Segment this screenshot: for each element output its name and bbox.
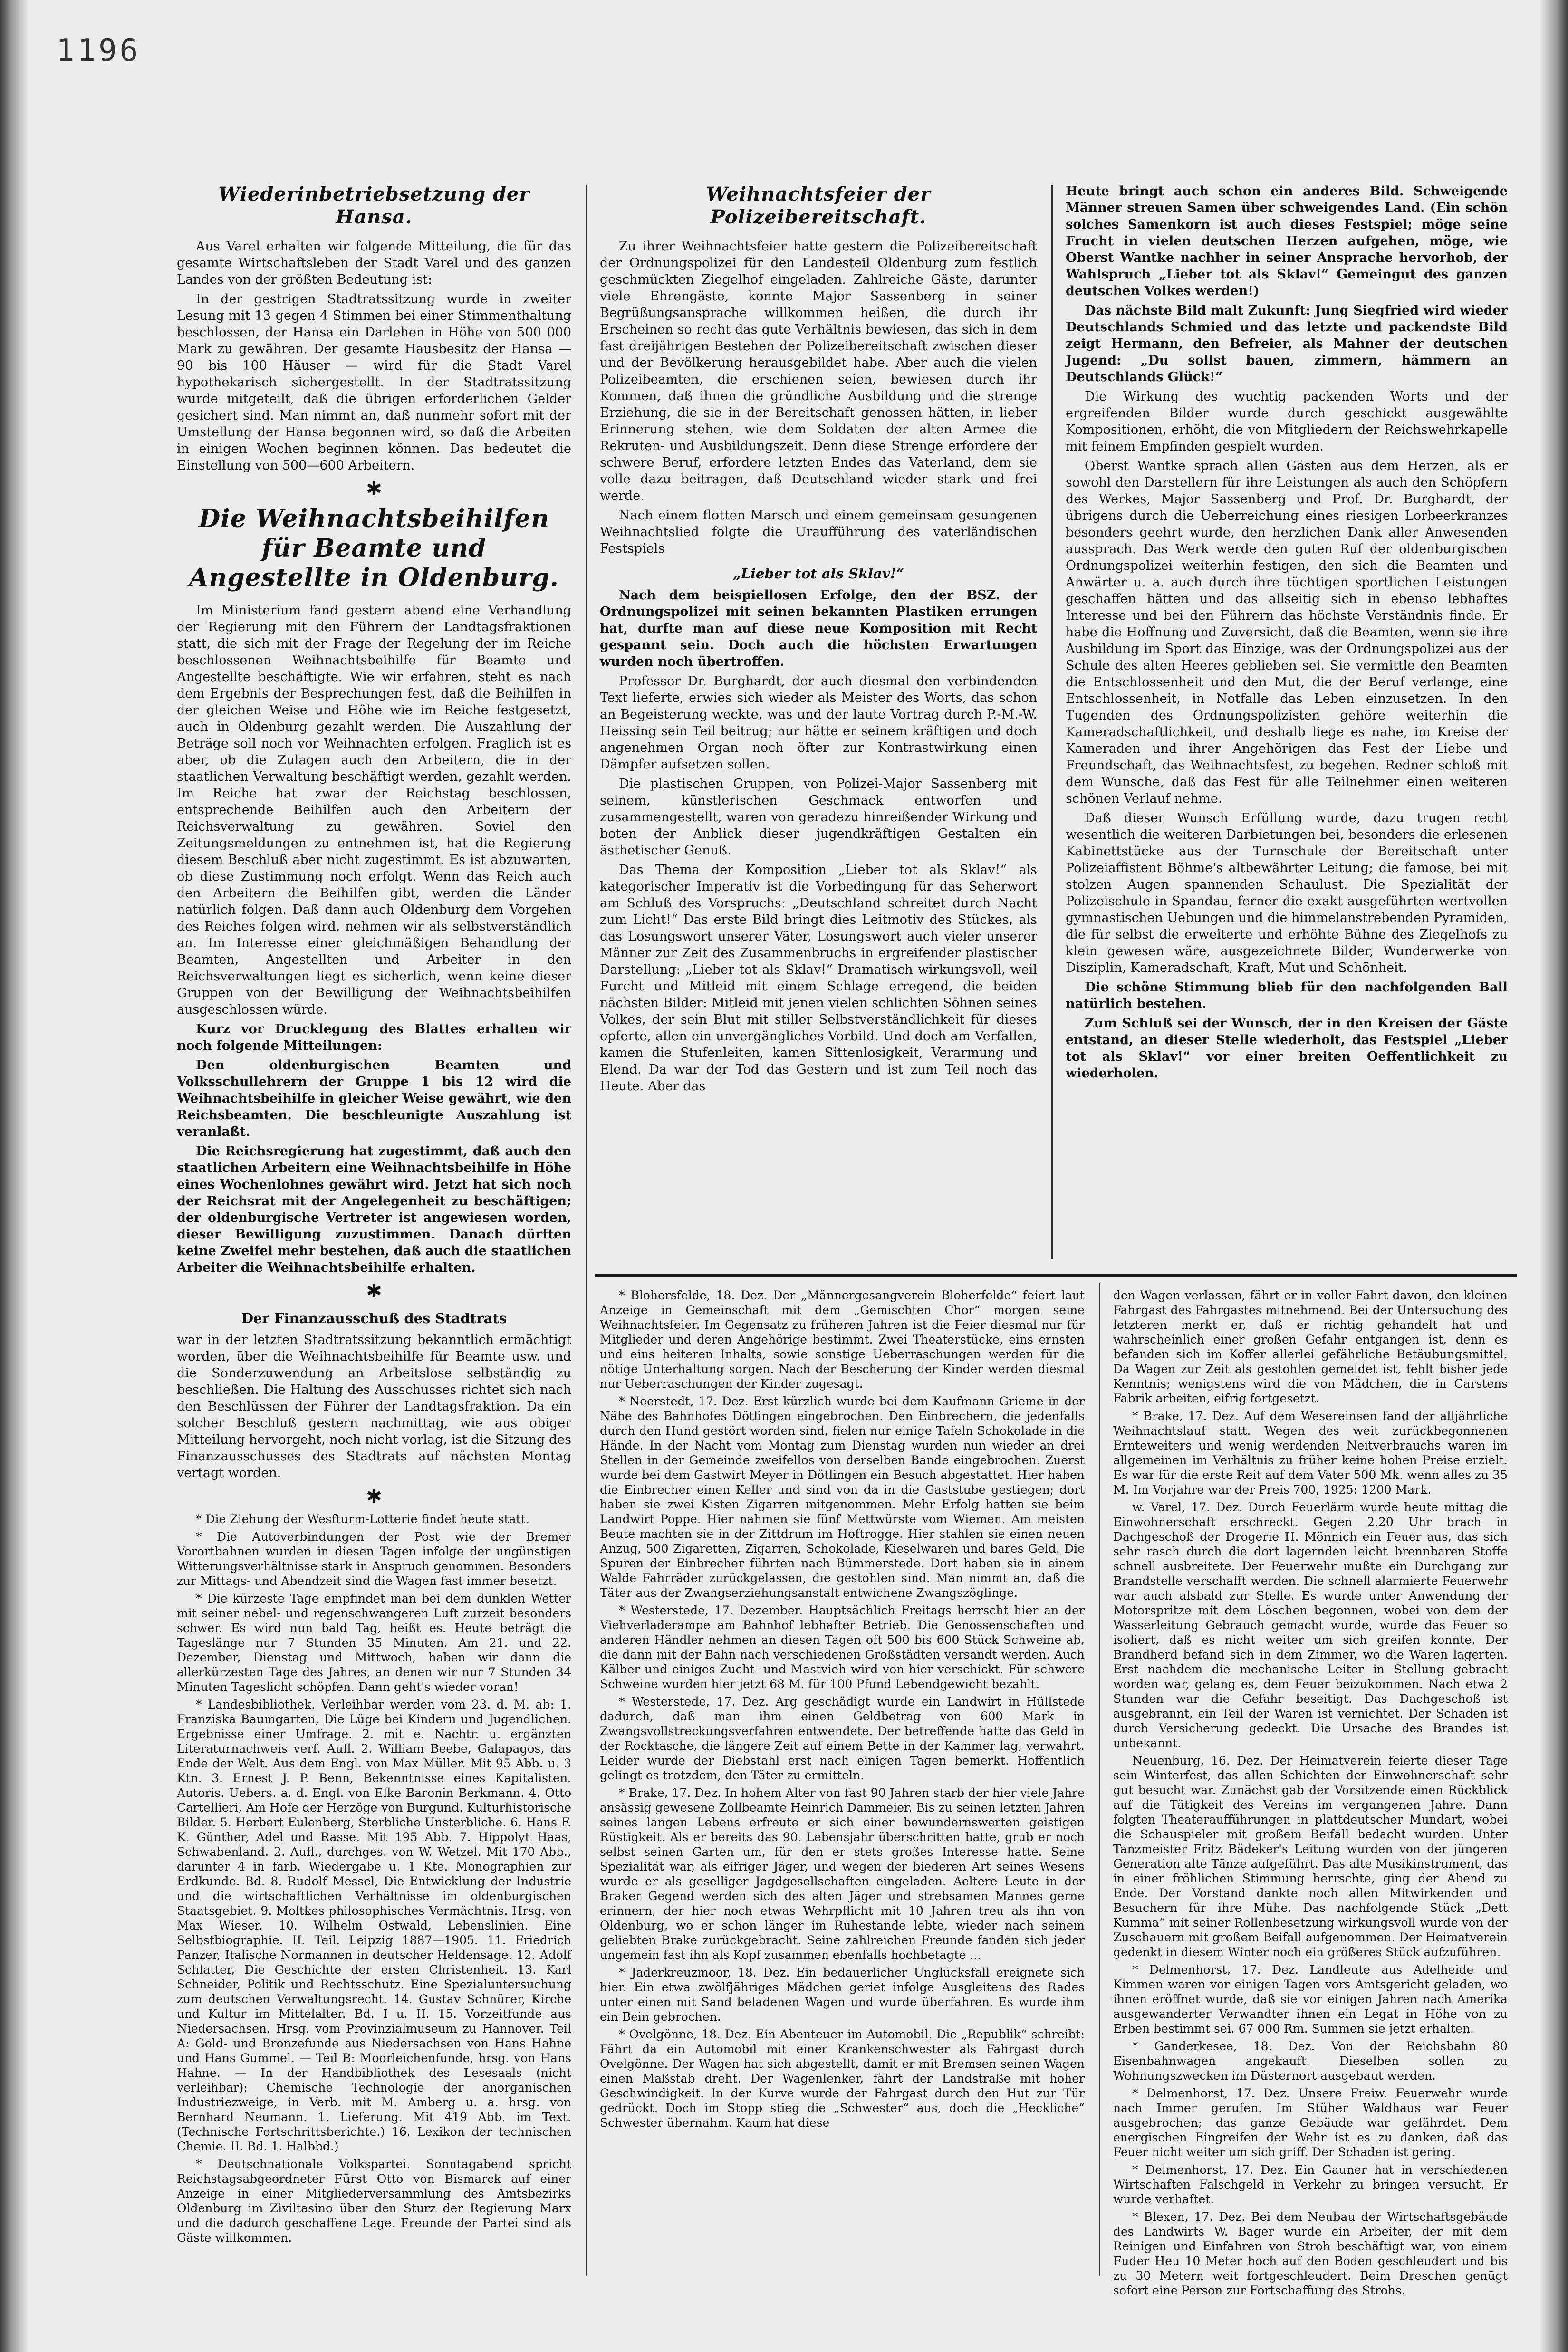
polizei-c3-p5: Daß dieser Wunsch Erfüllung wurde, dazu trugen recht wesentlich die weiteren Darbietungen bei, besonders die erlesenen Kabinettstücke aus der Turnschule der Bereitschaft unter Polizeiaffistent Böhme's altbewährter Leitung; die famose, bei mit stolzen Augen spannenden Schaulust. Die Spezialität der Polizeischule in Spandau, ferner die exakt ausgeführten wertvollen gymnastischen Uebungen und die himmelanstrebenden Pyramiden, die für selbst die erweiterte und erhöhte Bühne des Ziegelhofs zu klein gewesen wäre, ausgezeichnete Bilder, Wunderwerke von Disziplin, Kameradschaft, Kraft, Mut und Schönheit. xyxy=(1066,811,1508,975)
beihilfen-body: Im Ministerium fand gestern abend eine Verhandlung der Regierung mit den Führern der Landtagsfraktionen statt, die sich mit der Frage der Regelung der im Reiche beschlossenen Weihnachtsbeihilfe für Beamte und Angestellte beschäftigte. Wie wir erfahren, steht es nach dem Ergebnis der Besprechungen fest, daß die Beihilfen in der gleichen Weise und Höhe wie im Reiche festgesetzt, auch in Oldenburg gezahlt werden. Die Auszahlung der Beträge soll noch vor Weihnachten erfolgen. Fraglich ist es aber, ob die Zulagen auch den Arbeitern, die in der staatlichen Verwaltung beschäftigt werden, gezahlt werden. Im Reiche hat zwar der Reichstag beschlossen, entsprechende Beihilfen auch den Arbeitern der Reichsverwaltung zu gewähren. Soviel den Zeitungsmeldungen zu entnehmen ist, hat die Regierung diesem Beschluß aber nicht zugestimmt. Es ist abzuwarten, ob diese Zustimmung noch erfolgt. Wenn das Reich auch den Arbeitern die Beihilfen gibt, werden die Länder natürlich folgen. Daß dann auch Oldenburg dem Vorgehen des Reiches folgen wird, nehmen wir als selbstverständlich an. Im Interesse einer gleichmäßigen Behandlung der Beamten, Angestellten und Arbeiter in den Reichsverwaltungen liegt es sicherlich, wenn keine dieser Gruppen von der Bewilligung der Weihnachtsbeihilfen ausgeschlossen würde. xyxy=(177,603,571,1017)
beihilfen-headline: Die Weihnachtsbeihilfen für Beamte und Angestellte in Oldenburg. xyxy=(189,504,559,592)
finanz-subhead: Der Finanzausschuß des Stadtrats xyxy=(241,1310,507,1326)
column-rule-1 xyxy=(586,185,587,2276)
notice-ovelgoenne-cont: den Wagen verlassen, fährt er in voller Fahrt davon, den kleinen Fahrgast des Fahrgastes mitnehmend. Bei der Untersuchung des letzteren merkt er, daß er richtig gehandelt hat und wahrscheinlich einer großen Gefahr entgangen ist, denn es befanden sich im Koffer allerlei gefährliche Betäubungsmittel. Da Wagen zur Zeit als gestohlen gemeldet ist, fehlt bisher jede Kenntnis; wenigstens wird die von Mädchen, die in Carstens Fabrik arbeiten, eifrig fortgesetzt. xyxy=(1113,1288,1508,1405)
column-2-lower xyxy=(600,1288,1085,2281)
notice-delmenhorst-feuerwehr: * Delmenhorst, 17. Dez. Unsere Freiw. Feuerwehr wurde nach Immer gerufen. Im Stüher Waldhaus war Feuer ausgebrochen; das ganze Gebäude war gefährdet. Dem energischen Eingreifen der Wehr ist es zu danken, daß das Feuer nicht weiter um sich griff. Der Schaden ist gering. xyxy=(1113,2086,1508,2159)
polizei-headline: Weihnachtsfeier der Polizeibereitschaft. xyxy=(706,183,931,228)
column-rule-3 xyxy=(1099,1283,1100,2276)
notice-neerstedt: * Neerstedt, 17. Dez. Erst kürzlich wurde bei dem Kaufmann Grieme in der Nähe des Bahnhofes Dötlingen eingebrochen. Den Einbrechern, die jedenfalls durch den Hund gestört worden sind, fielen nur einige Tafeln Schokolade in die Hände. In der Nacht vom Montag zum Dienstag wurden nun wieder an drei Stellen in der Gemeinde zweifellos von derselben Bande eingebrochen. Zuerst wurde bei dem Gastwirt Meyer in Dötlingen ein Besuch abgestattet. Hier haben die Einbrecher einen Keller und sind von da in die Gaststube gestiegen; dort haben sie zwei Kisten Zigarren mitgenommen. Mehr Erfolg hatten sie beim Landwirt Poppe. Hier nahmen sie fünf Mettwürste vom Wiemen. Am meisten Beute machten sie in der Zittdrum im Hoftrogge. Hier stahlen sie einen neuen Anzug, 500 Zigaretten, Zigarren, Schokolade, Kieselwaren und bares Geld. Die Spuren der Einbrecher führten nach Bümmerstede. Dort haben sie in einem Walde Fahrräder zurückgelassen, die gestohlen sind. Man nimmt an, daß die Täter aus der Zwangserziehungsanstalt entwichene Zwangszöglinge. xyxy=(600,1394,1085,1600)
notice-jaderkreuzmoor: * Jaderkreuzmoor, 18. Dez. Ein bedauerlicher Unglücksfall ereignete sich hier. Ein etwa zwölfjähriges Mädchen geriet infolge Ausgleitens des Rades unter einen mit Sand beladenen Wagen und wurde überfahren. Es wurde ihm ein Bein gebrochen. xyxy=(600,1966,1085,2024)
notice-ganderkesee: * Ganderkesee, 18. Dez. Von der Reichsbahn 80 Eisenbahnwagen angekauft. Dieselben sollen zu Wohnungszwecken im Düsternort ausgebaut werden. xyxy=(1113,2039,1508,2083)
notice-ovelgoenne: * Ovelgönne, 18. Dez. Ein Abenteuer im Automobil. Die „Republik“ schreibt: Fährt da ein Automobil mit einer Krankenschwester als Fahrgast durch Ovelgönne. Der Wagen hat sich abgestellt, damit er mit Bremsen seinen Wagen einen Maßstab dreht. Der Wagenlenker, fährt der Landstraße mit hoher Geschwindigkeit. In der Kurve wurde der Fahrgast durch den Hut zur Tür gedrückt. Doch im Stopp stieg die „Schwester“ aus, doch die „Heckliche“ Schwester übernahm. Kaum hat diese xyxy=(600,2027,1085,2130)
page-number: 1196 xyxy=(56,33,141,68)
hansa-intro: Aus Varel erhalten wir folgende Mitteilung, die für das gesamte Wirtschaftsleben der Stadt Varel und des ganzen Landes von der größten Bedeutung ist: xyxy=(177,239,571,287)
polizei-c3-p3: Die Wirkung des wuchtig packenden Worts und der ergreifenden Bilder wurde durch geschickt ausgewählte Kompositionen, erhöht, die von Mitgliedern der Reichswehrkapelle mit feinem Empfinden gespielt wurden. xyxy=(1066,389,1508,454)
scan-edge-left xyxy=(0,0,29,2352)
separator-star: ✱ xyxy=(366,1280,382,1302)
column-2-upper xyxy=(600,183,1037,1262)
hansa-headline: Wiederinbetriebsetzung der Hansa. xyxy=(218,183,530,228)
notice-brake-reitlauf: * Brake, 17. Dez. Auf dem Wesereinsen fand der alljährliche Weihnachtslauf statt. Wegen des weit zurückbegonnenen Ernteweiters und wenig werdenden Neitverbrauchs waren im allgemeinen im Verhältnis zu früher keine hohen Preise erzielt. Es war für die erste Reit auf dem Vater 500 Mk. wenn alles zu 35 M. Im Vorjahre war der Preis 700, 1925: 1200 Mark. xyxy=(1113,1409,1508,1497)
notice-westerstede-vieh: * Westerstede, 17. Dezember. Hauptsächlich Freitags herrscht hier an der Viehverladerampe am Bahnhof lebhafter Betrieb. Die Genossenschaften und anderen Händler nehmen an diesen Tagen oft 500 bis 600 Stück Schweine ab, die dann mit der Bahn nach verschiedenen Großstädten versandt werden. Auch Kälber und einiges Zucht- und Mastvieh wird von hier verschickt. Für schwere Schweine wurden hier jetzt 68 M. für 100 Pfund Lebendgewicht bezahlt. xyxy=(600,1603,1085,1691)
hansa-body: In der gestrigen Stadtratssitzung wurde in zweiter Lesung mit 13 gegen 4 Stimmen bei einer Stimmenthaltung beschlossen, der Hansa ein Darlehen in Höhe von 500 000 Mark zu gewähren. Der gesamte Hausbesitz der Hansa — 90 bis 100 Häuser — wird für die Stadt Varel hypothekarisch sichergestellt. In der Stadtratssitzung wurde mitgeteilt, daß die übrigen erforderlichen Gelder gesichert sind. Man nimmt an, daß nunmehr sofort mit der Umstellung der Hansa begonnen wird, so daß die Arbeiten in einigen Wochen beginnen können. Das bedeutet die Einstellung von 500—600 Arbeitern. xyxy=(177,292,571,473)
notice-neuenburg: Neuenburg, 16. Dez. Der Heimatverein feierte dieser Tage sein Winterfest, das allen Schichten der Einwohnerschaft sehr gut besucht war. Zunächst gab der Vorsitzende einen Rückblick auf die Tätigkeit des Vereins im vergangenen Jahre. Dann folgten Theateraufführungen in plattdeutscher Mundart, wobei die Schauspieler mit großem Beifall bedacht wurden. Unter Tanzmeister Fritz Bädeker's Leitung wurden von der jüngeren Generation alte Tänze aufgeführt. Das alte Musikinstrument, das in einer fröhlichen Stimmung herrschte, ging der Abend zu Ende. Der Vorstand dankte noch allen Mitwirkenden und Besuchern für ihre Mühe. Das nachfolgende Stück „Dett Kumma“ mit seiner Rollenbesetzung wirkungsvoll wurde von der Zuschauern mit großem Beifall aufgenommen. Der Heimatverein gedenkt in diesem Winter noch ein größeres Stück aufzuführen. xyxy=(1113,1754,1508,1959)
separator-star: ✱ xyxy=(366,1486,382,1507)
notice-volkspartei: * Deutschnationale Volkspartei. Sonntagabend spricht Reichstagsabgeordneter Fürst Otto von Bismarck auf einer Anzeige in einer Mitgliederversammlung des Amtsbezirks Oldenburg im Ziviltasino über den Sturz der Regierung Marx und die dadurch geschaffene Lage. Freunde der Partei sind als Gäste willkommen. xyxy=(177,2157,571,2245)
notice-delmenhorst-gauner: * Delmenhorst, 17. Dez. Ein Gauner hat in verschiedenen Wirtschaften Falschgeld in Verkehr zu bringen versucht. Er wurde verhaftet. xyxy=(1113,2163,1508,2206)
notice-kuerzeste-tage: * Die kürzeste Tage empfindet man bei dem dunklen Wetter mit seiner nebel- und regenschwangeren Luft zurzeit besonders schwer. Es wird nun bald Tag, heißt es. Heute beträgt die Tageslänge nur 7 Stunden 35 Minuten. Am 21. und 22. Dezember, Dienstag und Mittwoch, haben wir dann die allerkürzesten Tage des Jahres, an denen wir nur 7 Stunden 34 Minuten Tageslicht schöpfen. Dann geht's wieder voran! xyxy=(177,1592,571,1694)
polizei-c3-p6: Die schöne Stimmung blieb für den nachfolgenden Ball natürlich bestehen. xyxy=(1066,980,1508,1011)
column-3-upper xyxy=(1066,183,1508,1262)
polizei-p6: Das Thema der Komposition „Lieber tot als Sklav!“ als kategorischer Imperativ ist die Vorbedingung für das Seherwort am Schluß des Vorspruchs: „Deutschland schreitet durch Nacht zum Licht!“ Das erste Bild bringt dies Leitmotiv des Stückes, als das Losungswort unserer Väter, Losungswort auch vieler unserer Männer zur Zeit des Zusammenbruchs in ergreifender plastischer Darstellung: „Lieber tot als Sklav!“ Dramatisch wirkungsvoll, weil Furcht und Mitleid mit einem Schlage erregend, die beiden nächsten Bilder: Mitleid mit jenen vielen schlichten Söhnen seines Volkes, der sein Blut mit stiller Selbstverständlichkeit für dieses opferte, allen ein unvergängliches Vorbild. Und doch am Verfallen, kamen die Stufenleiten, kamen Sittenlosigkeit, Verarmung und Elend. Da war der Tod das Gestern und ist zum Teil noch das Heute. Aber das xyxy=(600,863,1037,1094)
notice-westerstede-geld: * Westerstede, 17. Dez. Arg geschädigt wurde ein Landwirt in Hüllstede dadurch, daß man ihm einen Geldbetrag von 600 Mark in Zwangsvollstreckungsverfahren entwendete. Der betreffende hatte das Geld in der Rocktasche, die längere Zeit auf einem Bette in der Kammer lag, verwahrt. Leider wurde der Diebstahl erst nach einigen Tagen bemerkt. Hoffentlich gelingt es trotzdem, den Täter zu ermitteln. xyxy=(600,1695,1085,1782)
notice-landesbibliothek: * Landesbibliothek. Verleihbar werden vom 23. d. M. ab: 1. Franziska Baumgarten, Die Lüge bei Kindern und Jugendlichen. Ergebnisse einer Umfrage. 2. mit e. Nachtr. u. ergänzten Literaturnachweis verf. Aufl. 2. William Beebe, Galapagos, das Ende der Welt. Aus dem Engl. von Max Müller. Mit 95 Abb. u. 3 Ktn. 3. Ernest J. P. Benn, Bekenntnisse eines Kapitalisten. Autoris. Uebers. a. d. Engl. von Elke Baronin Berkmann. 4. Otto Cartellieri, Am Hofe der Herzöge von Burgund. Kulturhistorische Bilder. 5. Herbert Eulenberg, Sterbliche Unsterbliche. 6. Hans F. K. Günther, Adel und Rasse. Mit 195 Abb. 7. Hippolyt Haas, Schwabenland. 2. Aufl., durchges. von W. Wetzel. Mit 170 Abb., darunter 4 in farb. Wiedergabe u. 1 Kte. Monographien zur Erdkunde. Bd. 8. Rudolf Messel, Die Entwicklung der Industrie und die wirtschaftlichen Verhältnisse im oldenburgischen Staatsgebiet. 9. Moltkes philosophisches Vermächtnis. Hrsg. von Max Wieser. 10. Wilhelm Ostwald, Lebenslinien. Eine Selbstbiographie. II. Teil. Leipzig 1887—1905. 11. Friedrich Panzer, Italische Normannen in deutscher Heldensage. 12. Adolf Schlatter, Die Geschichte der ersten Christenheit. 13. Karl Schneider, Politik und Rechtsschutz. Eine Spezialuntersuchung zum deutschen Verwaltungsrecht. 14. Gustav Schnürer, Kirche und Kultur im Mittelalter. Bd. I u. II. 15. Vorzeitfunde aus Niedersachsen. Hrsg. vom Provinzialmuseum zu Hannover. Teil A: Gold- und Bronzefunde aus Niedersachsen von Hans Hahne und Hans Gummel. — Teil B: Moorleichenfunde, hrsg. von Hans Hahne. — In der Handbibliothek des Lesesaals (nicht verleihbar): Chemische Technologie der anorganischen Industriezweige, in Verb. mit M. Amberg u. a. hrsg. von Bernhard Neumann. 1. Lieferung. Mit 419 Abb. im Text. (Technische Fortschrittsberichte.) 16. Lexikon der technischen Chemie. II. Bd. 1. Halbbd.) xyxy=(177,1698,571,2153)
polizei-c3-p4: Oberst Wantke sprach allen Gästen aus dem Herzen, als er sowohl den Darstellern für ihre Leistungen als auch den Schöpfern des Werkes, Major Sassenberg und Prof. Dr. Burghardt, der übrigens durch die Ueberreichung eines riesigen Lorbeerkranzes besonders geehrt wurde, den herzlichen Dank aller Anwesenden aussprach. Das Werk werde den guten Ruf der oldenburgischen Ordnungspolizei weiterhin festigen, den sich die Beamten und Anwärter u. a. auch durch ihre tüchtigen sportlichen Leistungen geschaffen hätten und das allseitig sich in ebenso lebhaftes Interesse und bei den Führern das höchste Verständnis finde. Er habe die Hoffnung und Zuversicht, daß die Beamten, wenn sie ihre Ausbildung im Sport das Einzige, was der Ordnungspolizei aus der Schule des alten Heeres geblieben sei. Sie vermittle den Beamten die Entschlossenheit und den Mut, die der Beruf verlange, eine Entschlossenheit, in Notfalle das Leben einzusetzen. In den Tugenden des Ordnungspolizisten gehöre weiterhin die Kameradschaftlichkeit, und deshalb liege es nahe, im Kreise der Kameraden und ihrer Angehörigen das Fest der Liebe und Freundschaft, das Weihnachtsfest, zu begehen. Redner schloß mit dem Wunsche, daß das Fest für alle Teilnehmer einen weiteren schönen Verlauf nehme. xyxy=(1066,459,1508,806)
finanz-body: war in der letzten Stadtratssitzung bekanntlich ermächtigt worden, über die Weihnachtsbeihilfe für Beamte usw. und die Sonderzuwendung an Arbeitslose selbständig zu beschließen. Die Haltung des Ausschusses richtet sich nach den Beschlüssen der Führer der Landtagsfraktion. Da ein solcher Beschluß gestern nachmittag, wie aus obiger Mitteilung hervorgeht, noch nicht vorlag, ist die Sitzung des Finanzausschusses des Stadtrats auf nächsten Montag vertagt worden. xyxy=(177,1333,571,1480)
scan-edge-right xyxy=(1539,0,1568,2352)
polizei-p4: Professor Dr. Burghardt, der auch diesmal den verbindenden Text lieferte, erwies sich wieder als Meister des Worts, das schon an Begeisterung weckte, was und der laute Vortrag durch P.-M.-W. Heissing sein Teil beitrug; nur hätte er seinem kräftigen und doch angenehmen Organ noch öfter zur Kontrastwirkung einen Dämpfer aufsetzen sollen. xyxy=(600,674,1037,772)
beihilfen-beamte: Den oldenburgischen Beamten und Volksschullehrern der Gruppe 1 bis 12 wird die Weihnachtsbeihilfe in gleicher Weise gewährt, wie den Reichsbeamten. Die beschleunigte Auszahlung ist veranlaßt. xyxy=(177,1058,571,1139)
notice-brake-nachruf: * Brake, 17. Dez. In hohem Alter von fast 90 Jahren starb der hier viele Jahre ansässig gewesene Zollbeamte Heinrich Dammeier. Bis zu seinen letzten Jahren seines langen Lebens erfreute er sich einer bewundernswerten geistigen Rüstigkeit. Als er bereits das 90. Lebensjahr überschritten hatte, grub er noch selbst seinen Garten um, für den er stets großes Interesse hatte. Seine Spezialität war, als eifriger Jäger, und wegen der biederen Art seines Wesens wurde er als geselliger Jagdgesellschaften eingeladen. Aeltere Leute in der Braker Gegend werden sich des alten Jäger und strebsamen Mannes gerne erinnern, der hier noch etwas Wehrpflicht mit 10 Jahren treu als ihn von Oldenburg, wo er schon länger im Ruhestande lebte, wieder nach seinem geliebten Brake zurückgebracht. Seine zahlreichen Freunde fanden sich jeder ungemein fast ihn als Kopf zusammen ebenfalls hochbetagte ... xyxy=(600,1786,1085,1962)
polizei-p5: Die plastischen Gruppen, von Polizei-Major Sassenberg mit seinem, künstlerischen Geschmack entworfen und zusammengestellt, waren von geradezu hinreißender Wirkung und boten der Anblick dieser jugendkräftigen Gestalten ein ästhetischer Genuß. xyxy=(600,777,1037,858)
polizei-p2: Nach einem flotten Marsch und einem gemeinsam gesungenen Weihnachtslied folgte die Uraufführung des vaterländischen Festspiels xyxy=(600,508,1037,556)
section-rule xyxy=(595,1274,1517,1277)
notice-varel-feuer: w. Varel, 17. Dez. Durch Feuerlärm wurde heute mittag die Einwohnerschaft erschreckt. Gegen 2.20 Uhr brach in Dachgeschoß der Drogerie H. Mönnich ein Feuer aus, das sich sehr rasch durch die dort lagernden leicht brennbaren Stoffe schnell ausbreitete. Der Feuerwehr mußte ein Durchgang zur Brandstelle verschafft werden. Die schnell alarmierte Feuerwehr war auch alsbald zur Stelle. Es wurde unter Anwendung der Motorspritze mit dem Löschen begonnen, wobei von dem der Wasserleitung Gebrauch gemacht wurde, wurde das Feuer so isoliert, daß es nicht weiter um sich greifen konnte. Der Brandherd befand sich in dem Zimmer, wo die Waren lagerten. Erst nachdem die mechanische Leiter in Stellung gebracht worden war, gelang es, dem Feuer beizukommen. Nach etwa 2 Stunden war die Gefahr beseitigt. Das Dachgeschoß ist ausgebrannt, ein Teil der Waren ist vernichtet. Der Schaden ist durch Versicherung gedeckt. Die Ursache des Brandes ist unbekannt. xyxy=(1113,1500,1508,1750)
notice-delmenhorst-legat: * Delmenhorst, 17. Dez. Landleute aus Adelheide und Kimmen waren vor einigen Tagen vors Amtsgericht geladen, wo ihnen eröffnet wurde, daß sie vor einigen Jahren nach Amerika ausgewanderter Verwandter ihnen ein Legat in Höhe von zu Erben bestimmt sei. 67 000 Rm. Summen sie jetzt erhalten. xyxy=(1113,1963,1508,2035)
separator-star: ✱ xyxy=(366,478,382,500)
beihilfen-arbeiter: Die Reichsregierung hat zugestimmt, daß auch den staatlichen Arbeitern eine Weihnachtsbeihilfe in Höhe eines Wochenlohnes gewährt wird. Jetzt hat sich noch der Reichsrat mit der Angelegenheit zu beschäftigen; der oldenburgische Vertreter ist angewiesen worden, dieser Bewilligung zuzustimmen. Danach dürften keine Zweifel mehr bestehen, daß auch die staatlichen Arbeiter die Weihnachtsbeihilfe erhalten. xyxy=(177,1144,571,1275)
notice-autoverbindungen: * Die Autoverbindungen der Post wie der Bremer Vorortbahnen wurden in diesen Tagen infolge der ungünstigen Witterungsverhältnisse stark in Anspruch genommen. Besonders zur Mittags- und Abendzeit sind die Wagen fast immer besetzt. xyxy=(177,1530,571,1588)
notice-blexen: * Blexen, 17. Dez. Bei dem Neubau der Wirtschaftsgebäude des Landwirts W. Bager wurde ein Arbeiter, der mit dem Reinigen und Einfahren von Stroh beschäftigt war, von einem Fuder Heu 10 Meter hoch auf den Boden geschleudert und bis zu 30 Metern weit fortgeschleudert. Beim Dreschen genügt sofort eine Person zur Fortschaffung des Strohs. xyxy=(1113,2210,1508,2297)
beihilfen-late-news: Kurz vor Drucklegung des Blattes erhalten wir noch folgende Mitteilungen: xyxy=(177,1022,571,1053)
festspiel-title: „Lieber tot als Sklav!“ xyxy=(732,566,904,582)
polizei-p1: Zu ihrer Weihnachtsfeier hatte gestern die Polizeibereitschaft der Ordnungspolizei für den Landesteil Oldenburg zum festlich geschmückten Ziegelhof eingeladen. Zahlreiche Gäste, darunter viele Ehrengäste, konnte Major Sassenberg in seiner Begrüßungsansprache willkommen heißen, die durch ihr Erscheinen so recht das gute Verhältnis bewiesen, das sich in dem fast dreijährigen Bestehen der Polizeibereitschaft zwischen dieser und der Bevölkerung herausgebildet habe. Aber auch die vielen Polizeibeamten, die erschienen seien, bewiesen durch ihr Kommen, daß ihnen die gründliche Ausbildung und die strenge Erziehung, die sie in der Bereitschaft genossen hätten, in lieber Erinnerung stehen, wie dem Soldaten der alten Armee die Rekruten- und Ausbildungszeit. Denn diese Strenge erfordere der schwere Beruf, erfordere letzten Endes das Vaterland, dem sie volle dazu beitragen, daß Deutschland wieder stark und frei werde. xyxy=(600,239,1037,503)
notice-lotterie: * Die Ziehung der Wesfturm-Lotterie findet heute statt. xyxy=(196,1512,529,1526)
polizei-c3-p2: Das nächste Bild malt Zukunft: Jung Siegfried wird wieder Deutschlands Schmied und das letzte und packendste Bild zeigt Hermann, den Befreier, als Mahner der deutschen Jugend: „Du sollst bauen, zimmern, hämmern an Deutschlands Glück!“ xyxy=(1066,303,1508,384)
column-rule-2 xyxy=(1051,185,1053,1259)
polizei-c3-p1: Heute bringt auch schon ein anderes Bild. Schweigende Männer streuen Samen über schweigendes Land. (Ein schön solches Samenkorn ist auch dieses Festspiel; möge seine Frucht in vielen deutschen Herzen aufgehen, möge, wie Oberst Wantke nachher in seiner Ansprache hervorhob, der Wahlspruch „Lieber tot als Sklav!“ Gemeingut des ganzen deutschen Volkes werden!) xyxy=(1066,184,1508,298)
column-1 xyxy=(177,183,571,2284)
column-3-lower xyxy=(1113,1288,1508,2297)
polizei-c3-p7: Zum Schluß sei der Wunsch, der in den Kreisen der Gäste entstand, an dieser Stelle wiederholt, das Festspiel „Lieber tot als Sklav!“ vor einer breiten Oeffentlichkeit zu wiederholen. xyxy=(1066,1016,1508,1081)
polizei-p3: Nach dem beispiellosen Erfolge, den der BSZ. der Ordnungspolizei mit seinen bekannten Plastiken errungen hat, durfte man auf diese neue Komposition mit Recht gespannt sein. Doch auch die höchsten Erwartungen wurden noch übertroffen. xyxy=(600,588,1037,669)
notice-blohersfelde: * Blohersfelde, 18. Dez. Der „Männergesangverein Bloherfelde“ feiert laut Anzeige in Gemeinschaft mit dem „Gemischten Chor“ morgen seine Weihnachtsfeier. Im Gegensatz zu früheren Jahren ist die Feier diesmal nur für Mitglieder und deren Angehörige bestimmt. Zwei Theaterstücke, eins ernsten und eins heiteren Inhalts, sowie sonstige Ueberraschungen werden für die nötige Unterhaltung sorgen. Nach der Bescherung der Kinder werden diesmal nur Ueberraschungen der Kinder zugesagt. xyxy=(600,1288,1085,1391)
